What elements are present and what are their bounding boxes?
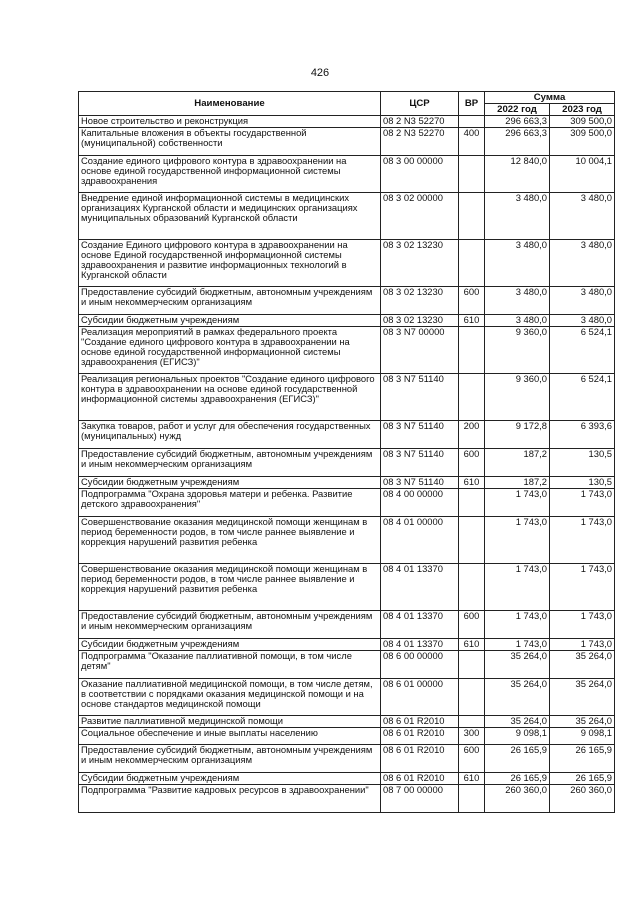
row-sum-2022-cell: 9 098,1 [485, 728, 550, 745]
row-name-cell: Создание единого цифрового контура в здравоохранении на основе единой государственной информационной системы здравоохранения [79, 156, 381, 193]
row-name-cell: Субсидии бюджетным учреждениям [79, 315, 381, 327]
row-csr-cell: 08 3 N7 51140 [381, 449, 459, 477]
row-name-cell: Предоставление субсидий бюджетным, автономным учреждениям и иным некоммерческим организациям [79, 745, 381, 773]
row-sum-2022-cell: 187,2 [485, 449, 550, 477]
row-sum-2022-cell: 3 480,0 [485, 240, 550, 287]
row-csr-cell: 08 3 N7 00000 [381, 327, 459, 374]
row-csr-cell: 08 6 01 00000 [381, 679, 459, 716]
row-csr-cell: 08 6 00 00000 [381, 651, 459, 679]
budget-table [78, 91, 615, 813]
table-row [79, 745, 615, 773]
row-csr-cell: 08 2 N3 52270 [381, 116, 459, 128]
row-sum-2023-cell: 6 524,1 [550, 374, 615, 421]
row-name-cell: Закупка товаров, работ и услуг для обеспечения государственных (муниципальных) нужд [79, 421, 381, 449]
row-name-cell: Оказание паллиативной медицинской помощи, в том числе детям, в соответствии с порядками оказания медицинской помощи и на основе стандартов медицинской помощи [79, 679, 381, 716]
row-csr-cell: 08 6 01 R2010 [381, 773, 459, 785]
table-row [79, 477, 615, 489]
table-row [79, 716, 615, 728]
row-sum-2023-cell: 10 004,1 [550, 156, 615, 193]
row-vr-cell: 200 [459, 421, 485, 449]
row-vr-cell: 610 [459, 477, 485, 489]
header-sum: Сумма [485, 92, 615, 104]
row-csr-cell: 08 3 N7 51140 [381, 421, 459, 449]
row-csr-cell: 08 3 02 13230 [381, 287, 459, 315]
row-sum-2023-cell: 1 743,0 [550, 489, 615, 517]
row-sum-2023-cell: 1 743,0 [550, 517, 615, 564]
row-name-cell: Предоставление субсидий бюджетным, автономным учреждениям и иным некоммерческим организациям [79, 611, 381, 639]
row-vr-cell: 400 [459, 128, 485, 156]
row-sum-2022-cell: 260 360,0 [485, 785, 550, 813]
page-number: 426 [310, 67, 330, 79]
row-sum-2023-cell: 6 524,1 [550, 327, 615, 374]
row-sum-2022-cell: 9 172,8 [485, 421, 550, 449]
row-sum-2022-cell: 3 480,0 [485, 287, 550, 315]
row-name-cell: Внедрение единой информационной системы в медицинских организациях Курганской области и медицинских организациях муниципальных образований Курганской области [79, 193, 381, 240]
row-sum-2022-cell: 3 480,0 [485, 193, 550, 240]
table-row [79, 785, 615, 813]
row-name-cell: Предоставление субсидий бюджетным, автономным учреждениям и иным некоммерческим организациям [79, 287, 381, 315]
table-row [79, 327, 615, 374]
row-name-cell: Развитие паллиативной медицинской помощи [79, 716, 381, 728]
row-sum-2023-cell: 130,5 [550, 477, 615, 489]
row-name-cell: Субсидии бюджетным учреждениям [79, 639, 381, 651]
row-sum-2022-cell: 1 743,0 [485, 611, 550, 639]
header-year-2022: 2022 год [485, 104, 550, 116]
row-sum-2022-cell: 26 165,9 [485, 745, 550, 773]
table-row [79, 315, 615, 327]
row-vr-cell: 600 [459, 287, 485, 315]
row-csr-cell: 08 7 00 00000 [381, 785, 459, 813]
row-name-cell: Субсидии бюджетным учреждениям [79, 773, 381, 785]
row-vr-cell [459, 517, 485, 564]
row-sum-2023-cell: 309 500,0 [550, 128, 615, 156]
row-sum-2023-cell: 35 264,0 [550, 651, 615, 679]
row-csr-cell: 08 3 02 13230 [381, 315, 459, 327]
row-sum-2023-cell: 1 743,0 [550, 611, 615, 639]
row-sum-2023-cell: 35 264,0 [550, 679, 615, 716]
row-vr-cell [459, 327, 485, 374]
row-sum-2022-cell: 35 264,0 [485, 716, 550, 728]
row-vr-cell [459, 785, 485, 813]
row-vr-cell [459, 651, 485, 679]
row-vr-cell: 610 [459, 773, 485, 785]
row-sum-2023-cell: 3 480,0 [550, 315, 615, 327]
row-csr-cell: 08 4 00 00000 [381, 489, 459, 517]
row-vr-cell: 610 [459, 639, 485, 651]
row-csr-cell: 08 3 N7 51140 [381, 477, 459, 489]
table-row [79, 651, 615, 679]
row-sum-2022-cell: 1 743,0 [485, 639, 550, 651]
row-vr-cell: 610 [459, 315, 485, 327]
row-sum-2022-cell: 296 663,3 [485, 128, 550, 156]
row-csr-cell: 08 4 01 13370 [381, 639, 459, 651]
row-sum-2023-cell: 3 480,0 [550, 240, 615, 287]
row-sum-2023-cell: 130,5 [550, 449, 615, 477]
row-name-cell: Новое строительство и реконструкция [79, 116, 381, 128]
header-year-2023: 2023 год [550, 104, 615, 116]
row-sum-2023-cell: 26 165,9 [550, 773, 615, 785]
row-csr-cell: 08 6 01 R2010 [381, 728, 459, 745]
row-csr-cell: 08 3 02 00000 [381, 193, 459, 240]
row-sum-2022-cell: 1 743,0 [485, 564, 550, 611]
row-name-cell: Подпрограмма "Охрана здоровья матери и ребенка. Развитие детского здравоохранения" [79, 489, 381, 517]
row-vr-cell [459, 116, 485, 128]
table-row [79, 679, 615, 716]
row-name-cell: Реализация мероприятий в рамках федерального проекта "Создание единого цифрового контура в здравоохранении на основе единой государственной информационной системы здравоохранения (ЕГИСЗ)" [79, 327, 381, 374]
header-csr: ЦСР [381, 92, 459, 116]
table-row [79, 489, 615, 517]
row-vr-cell [459, 374, 485, 421]
row-sum-2022-cell: 9 360,0 [485, 327, 550, 374]
row-sum-2022-cell: 9 360,0 [485, 374, 550, 421]
row-csr-cell: 08 4 01 13370 [381, 611, 459, 639]
row-sum-2023-cell: 1 743,0 [550, 639, 615, 651]
row-sum-2023-cell: 6 393,6 [550, 421, 615, 449]
row-sum-2022-cell: 1 743,0 [485, 517, 550, 564]
row-name-cell: Подпрограмма "Оказание паллиативной помощи, в том числе детям" [79, 651, 381, 679]
table-row [79, 287, 615, 315]
row-sum-2022-cell: 35 264,0 [485, 651, 550, 679]
row-name-cell: Совершенствование оказания медицинской помощи женщинам в период беременности родов, в том числе раннее выявление и коррекция нарушений развития ребенка [79, 517, 381, 564]
row-sum-2022-cell: 26 165,9 [485, 773, 550, 785]
row-vr-cell [459, 489, 485, 517]
row-vr-cell: 600 [459, 745, 485, 773]
row-sum-2022-cell: 1 743,0 [485, 489, 550, 517]
table-row [79, 116, 615, 128]
table-row [79, 564, 615, 611]
row-vr-cell [459, 564, 485, 611]
row-sum-2023-cell: 1 743,0 [550, 564, 615, 611]
row-sum-2023-cell: 309 500,0 [550, 116, 615, 128]
row-csr-cell: 08 4 01 13370 [381, 564, 459, 611]
row-vr-cell: 300 [459, 728, 485, 745]
table-row [79, 240, 615, 287]
row-name-cell: Совершенствование оказания медицинской помощи женщинам в период беременности родов, в том числе раннее выявление и коррекция нарушений развития ребенка [79, 564, 381, 611]
row-vr-cell: 600 [459, 611, 485, 639]
row-csr-cell: 08 4 01 00000 [381, 517, 459, 564]
row-csr-cell: 08 2 N3 52270 [381, 128, 459, 156]
row-sum-2023-cell: 3 480,0 [550, 287, 615, 315]
table-row [79, 374, 615, 421]
row-csr-cell: 08 3 N7 51140 [381, 374, 459, 421]
row-sum-2022-cell: 35 264,0 [485, 679, 550, 716]
row-vr-cell: 600 [459, 449, 485, 477]
table-row [79, 449, 615, 477]
table-row [79, 193, 615, 240]
row-vr-cell [459, 193, 485, 240]
table-row [79, 421, 615, 449]
table-row [79, 156, 615, 193]
row-sum-2022-cell: 187,2 [485, 477, 550, 489]
row-vr-cell [459, 240, 485, 287]
row-csr-cell: 08 3 00 00000 [381, 156, 459, 193]
row-name-cell: Предоставление субсидий бюджетным, автономным учреждениям и иным некоммерческим организациям [79, 449, 381, 477]
row-csr-cell: 08 3 02 13230 [381, 240, 459, 287]
row-name-cell: Подпрограмма "Развитие кадровых ресурсов в здравоохранении" [79, 785, 381, 813]
row-name-cell: Социальное обеспечение и иные выплаты населению [79, 728, 381, 745]
row-csr-cell: 08 6 01 R2010 [381, 745, 459, 773]
row-vr-cell [459, 679, 485, 716]
row-name-cell: Создание Единого цифрового контура в здравоохранении на основе Единой государственной информационной системы здравоохранения и развитие информационных технологий в Курганской области [79, 240, 381, 287]
table-row [79, 128, 615, 156]
row-vr-cell [459, 716, 485, 728]
row-sum-2023-cell: 3 480,0 [550, 193, 615, 240]
table-row [79, 611, 615, 639]
header-name: Наименование [79, 92, 381, 116]
row-sum-2022-cell: 296 663,3 [485, 116, 550, 128]
row-sum-2023-cell: 26 165,9 [550, 745, 615, 773]
row-name-cell: Субсидии бюджетным учреждениям [79, 477, 381, 489]
table-row [79, 517, 615, 564]
row-sum-2023-cell: 35 264,0 [550, 716, 615, 728]
row-sum-2022-cell: 12 840,0 [485, 156, 550, 193]
row-sum-2023-cell: 260 360,0 [550, 785, 615, 813]
header-vr: ВР [459, 92, 485, 116]
row-vr-cell [459, 156, 485, 193]
row-sum-2022-cell: 3 480,0 [485, 315, 550, 327]
table-row [79, 773, 615, 785]
row-sum-2023-cell: 9 098,1 [550, 728, 615, 745]
row-name-cell: Капитальные вложения в объекты государственной (муниципальной) собственности [79, 128, 381, 156]
row-csr-cell: 08 6 01 R2010 [381, 716, 459, 728]
row-name-cell: Реализация региональных проектов "Создание единого цифрового контура в здравоохранении на основе единой государственной информационной системы здравоохранения (ЕГИСЗ)" [79, 374, 381, 421]
table-row [79, 728, 615, 745]
table-row [79, 639, 615, 651]
